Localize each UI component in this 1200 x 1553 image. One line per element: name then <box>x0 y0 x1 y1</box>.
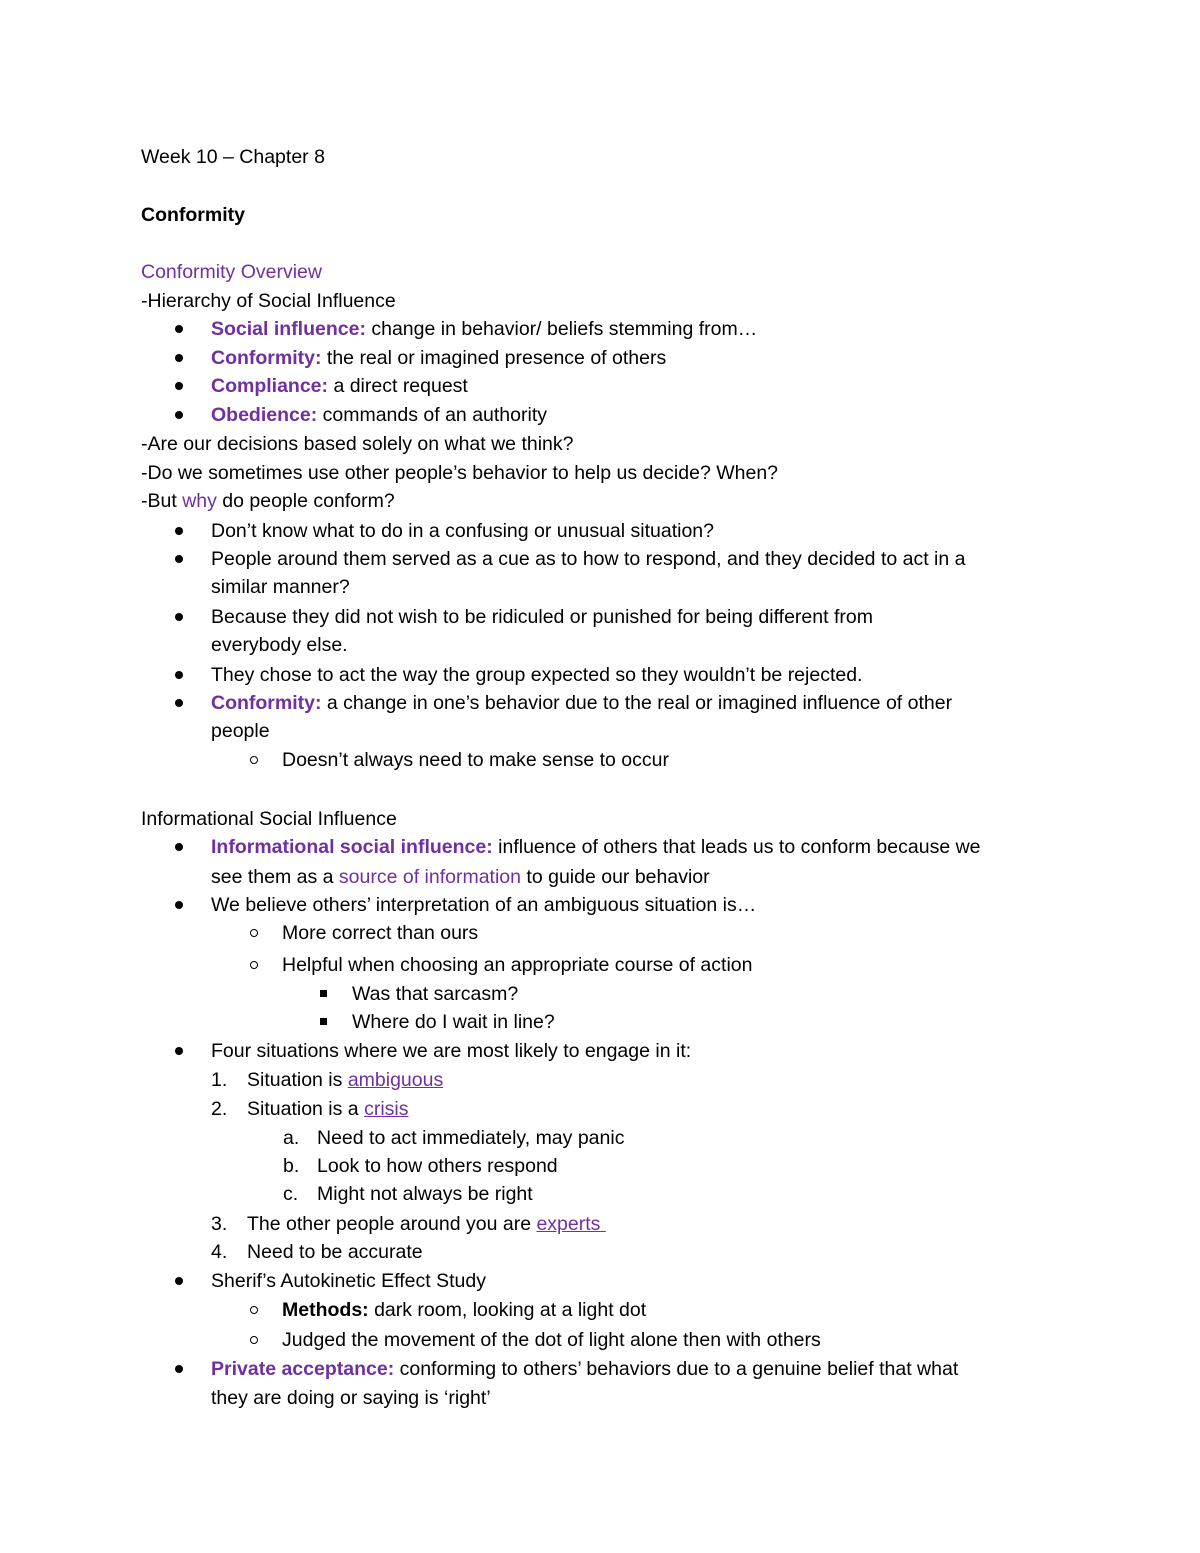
bullet-icon <box>175 1277 183 1285</box>
numbered-item <box>247 1096 409 1122</box>
circle-bullet-icon <box>250 961 258 969</box>
sub-list-item: More correct than ours <box>282 922 479 944</box>
list-item: Because they did not wish to be ridiculed or punished for being different from <box>211 606 873 628</box>
bullet-icon <box>175 382 183 390</box>
list-letter: c. <box>283 1183 299 1205</box>
text-fragment: dark room, looking at a light dot <box>368 1299 647 1321</box>
section-heading-overview: Conformity Overview <box>141 261 322 283</box>
list-item <box>211 345 666 371</box>
text-fragment: -But <box>141 490 183 512</box>
list-item-continuation: everybody else. <box>211 634 348 656</box>
list-number: 2. <box>211 1098 228 1120</box>
sub-list-item: Doesn’t always need to make sense to occur <box>282 749 669 771</box>
page-title: Conformity <box>141 204 245 226</box>
list-item <box>211 690 952 716</box>
sub-sub-list-item: Was that sarcasm? <box>352 983 519 1005</box>
square-bullet-icon <box>320 990 327 997</box>
bullet-icon <box>175 354 183 362</box>
list-item <box>211 1356 958 1382</box>
circle-bullet-icon <box>250 929 258 937</box>
list-number: 3. <box>211 1213 228 1235</box>
bullet-icon <box>175 555 183 563</box>
list-item-continuation <box>211 864 710 890</box>
term-label: Conformity: <box>211 347 322 369</box>
list-letter: a. <box>283 1127 300 1149</box>
bullet-icon <box>175 613 183 621</box>
bullet-icon <box>175 527 183 535</box>
text-fragment: see them as a <box>211 866 339 888</box>
text-fragment: The other people around you are <box>247 1213 537 1235</box>
list-item <box>211 402 547 428</box>
question-line: -Are our decisions based solely on what we think? <box>141 433 574 455</box>
section-heading-informational: Informational Social Influence <box>141 808 397 830</box>
sub-list-item <box>282 1297 646 1323</box>
term-label: Private acceptance: <box>211 1358 395 1380</box>
term-definition: a direct request <box>328 375 468 397</box>
list-letter: b. <box>283 1155 300 1177</box>
link-experts[interactable]: experts <box>536 1213 606 1235</box>
sub-sub-list-item: Where do I wait in line? <box>352 1011 555 1033</box>
square-bullet-icon <box>320 1018 327 1025</box>
term-label: Conformity: <box>211 692 322 714</box>
bullet-icon <box>175 1047 183 1055</box>
term-label: Informational social influence: <box>211 836 493 858</box>
lettered-item: Might not always be right <box>317 1183 533 1205</box>
text-fragment: do people conform? <box>216 490 395 512</box>
term-definition: change in behavior/ beliefs stemming from… <box>365 318 758 340</box>
bullet-icon <box>175 411 183 419</box>
list-item: Four situations where we are most likely to engage in it: <box>211 1040 692 1062</box>
question-line <box>141 488 395 514</box>
term-definition: the real or imagined presence of others <box>321 347 667 369</box>
list-number: 1. <box>211 1069 228 1091</box>
sub-list-item: Helpful when choosing an appropriate course of action <box>282 954 753 976</box>
list-item: We believe others’ interpretation of an ambiguous situation is… <box>211 894 757 916</box>
link-ambiguous[interactable]: ambiguous <box>347 1069 444 1091</box>
link-crisis[interactable]: crisis <box>364 1098 409 1120</box>
list-item-continuation: they are doing or saying is ‘right’ <box>211 1387 491 1409</box>
circle-bullet-icon <box>250 1306 258 1314</box>
methods-label: Methods: <box>282 1299 369 1321</box>
bullet-icon <box>175 325 183 333</box>
list-item <box>211 316 757 342</box>
bullet-icon <box>175 843 183 851</box>
list-item-continuation: people <box>211 720 270 742</box>
circle-bullet-icon <box>250 1336 258 1344</box>
sub-list-item: Judged the movement of the dot of light alone then with others <box>282 1329 821 1351</box>
hierarchy-line: -Hierarchy of Social Influence <box>141 290 396 312</box>
term-definition: commands of an authority <box>317 404 547 426</box>
list-item: People around them served as a cue as to how to respond, and they decided to act in a <box>211 548 966 570</box>
term-definition: conforming to others’ behaviors due to a genuine belief that what <box>394 1358 959 1380</box>
numbered-item: Need to be accurate <box>247 1241 423 1263</box>
bullet-icon <box>175 671 183 679</box>
term-label: Social influence: <box>211 318 366 340</box>
text-fragment: Situation is <box>247 1069 348 1091</box>
week-chapter-line: Week 10 – Chapter 8 <box>141 146 325 168</box>
list-item <box>211 834 981 860</box>
list-item: Don’t know what to do in a confusing or unusual situation? <box>211 520 714 542</box>
term-label: Obedience: <box>211 404 318 426</box>
list-item: They chose to act the way the group expected so they wouldn’t be rejected. <box>211 664 863 686</box>
numbered-item <box>247 1067 443 1093</box>
text-fragment: to guide our behavior <box>521 866 710 888</box>
lettered-item: Need to act immediately, may panic <box>317 1127 625 1149</box>
term-definition: influence of others that leads us to conform because we <box>492 836 981 858</box>
circle-bullet-icon <box>250 756 258 764</box>
numbered-item <box>247 1211 606 1237</box>
list-item <box>211 373 468 399</box>
list-item-continuation: similar manner? <box>211 576 350 598</box>
list-number: 4. <box>211 1241 228 1263</box>
emphasis-why: why <box>182 490 217 512</box>
emphasis-source: source of information <box>338 866 521 888</box>
term-definition: a change in one’s behavior due to the real or imagined influence of other <box>321 692 953 714</box>
question-line: -Do we sometimes use other people’s behavior to help us decide? When? <box>141 462 779 484</box>
bullet-icon <box>175 1365 183 1373</box>
bullet-icon <box>175 901 183 909</box>
lettered-item: Look to how others respond <box>317 1155 558 1177</box>
bullet-icon <box>175 699 183 707</box>
text-fragment: Situation is a <box>247 1098 365 1120</box>
term-label: Compliance: <box>211 375 329 397</box>
list-item: Sherif’s Autokinetic Effect Study <box>211 1270 486 1292</box>
